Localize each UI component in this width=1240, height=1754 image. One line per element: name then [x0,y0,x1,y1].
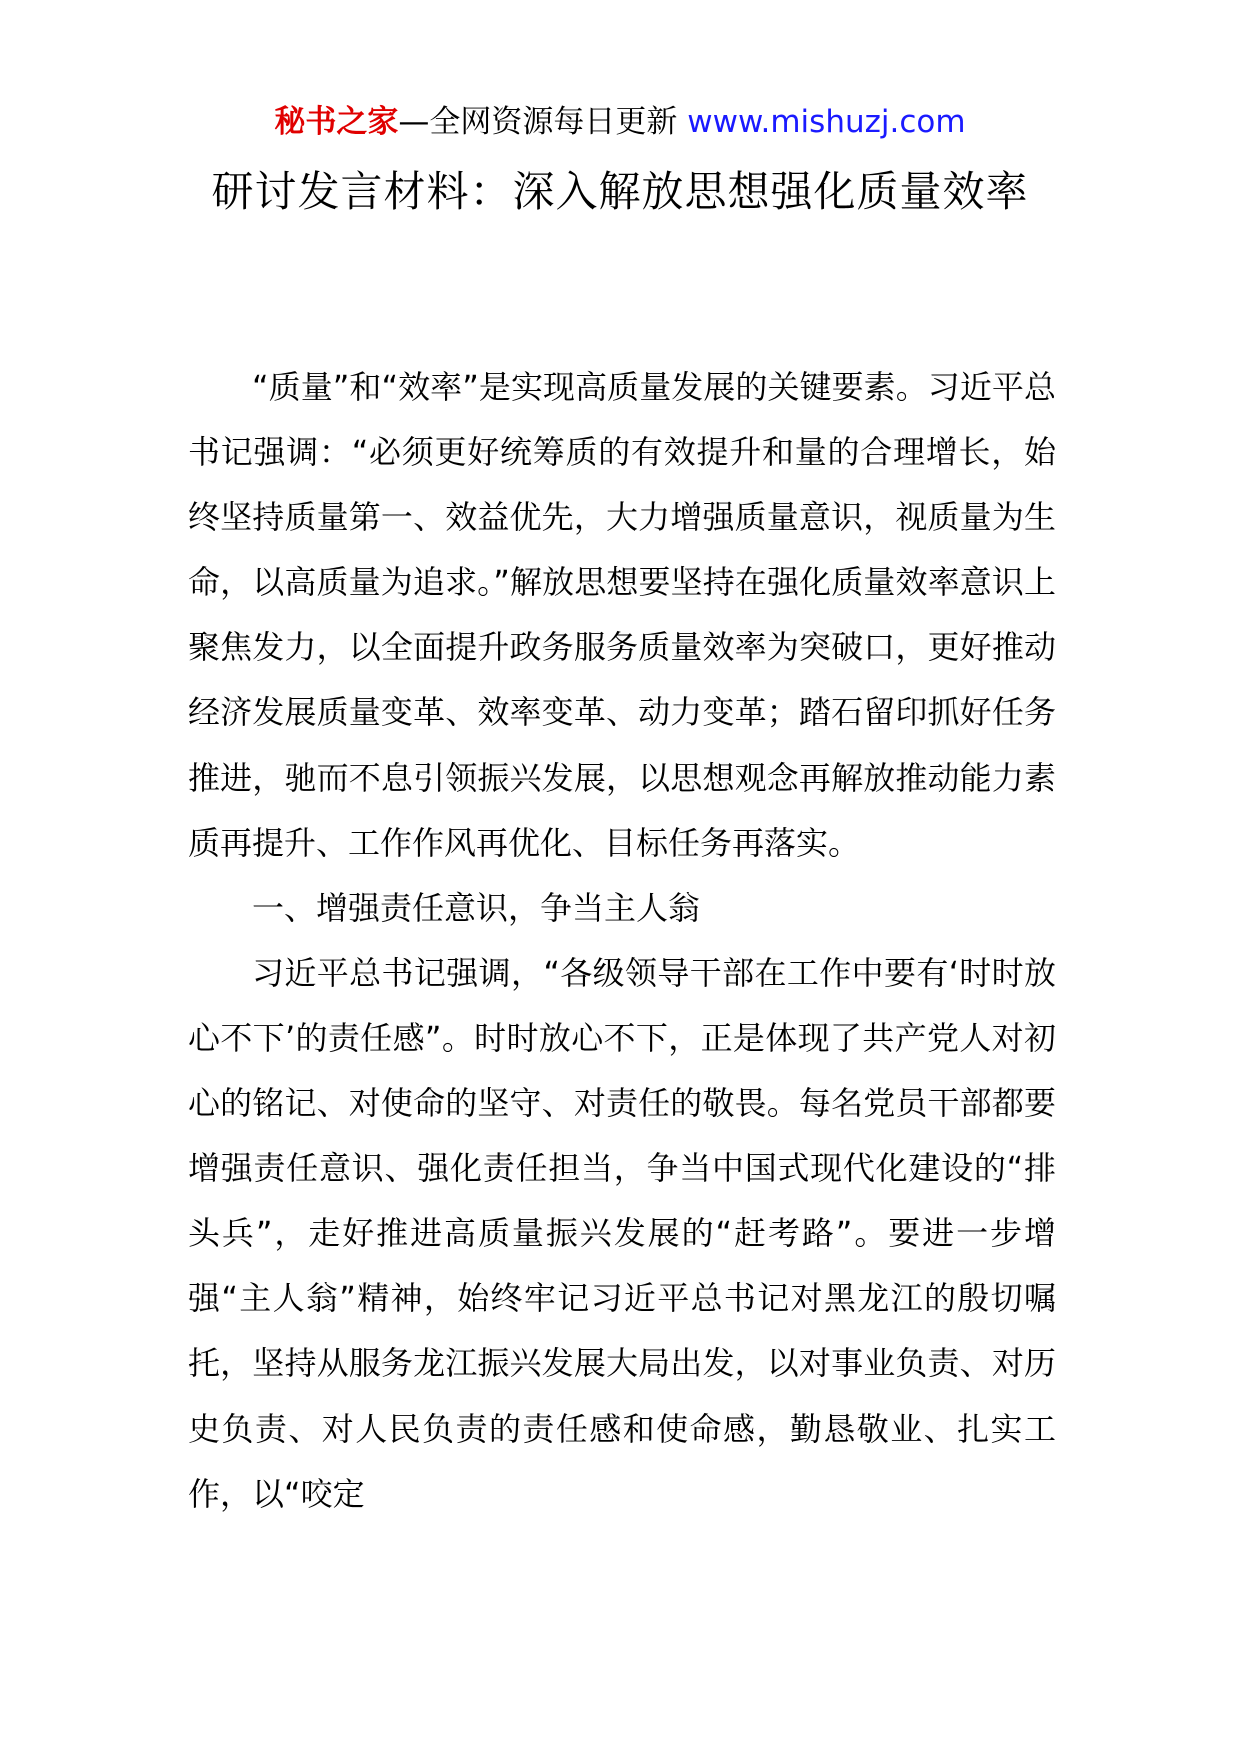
site-banner [0,100,1240,144]
document-body [188,355,1056,1527]
intro-paragraph: “质量”和“效率”是实现高质量发展的关键要素。习近平总书记强调：“必须更好统筹质的有效提升和量的合理增长，始终坚持质量第一、效益优先，大力增强质量意识，视质量为生命，以高质量为追求。”解放思想要坚持在强化质量效率意识上聚焦发力，以全面提升政务服务质量效率为突破口，更好推动经济发展质量变革、效率变革、动力变革；踏石留印抓好任务推进，驰而不息引领振兴发展，以思想观念再解放推动能力素质再提升、工作作风再优化、目标任务再落实。 [188,368,1056,862]
brand-slogan: —全网资源每日更新 [398,104,678,140]
section-1-paragraph: 习近平总书记强调，“各级领导干部在工作中要有‘时时放心不下’的责任感”。时时放心不下，正是体现了共产党人对初心的铭记、对使命的坚守、对责任的敬畏。每名党员干部都要增强责任意识、强化责任担当，争当中国式现代化建设的“排头兵”，走好推进高质量振兴发展的“赶考路”。要进一步增强“主人翁”精神，始终牢记习近平总书记对黑龙江的殷切嘱托，坚持从服务龙江振兴发展大局出发，以对事业负责、对历史负责、对人民负责的责任感和使命感，勤恳敬业、扎实工作，以“咬定 [188,953,1056,1513]
section-heading-1: 一、增强责任意识，争当主人翁 [252,888,701,927]
brand-name: 秘书之家 [274,104,399,140]
site-url-link[interactable]: www.mishuzj.com [687,104,966,140]
document-title: 研讨发言材料：深入解放思想强化质量效率 [211,167,1029,216]
